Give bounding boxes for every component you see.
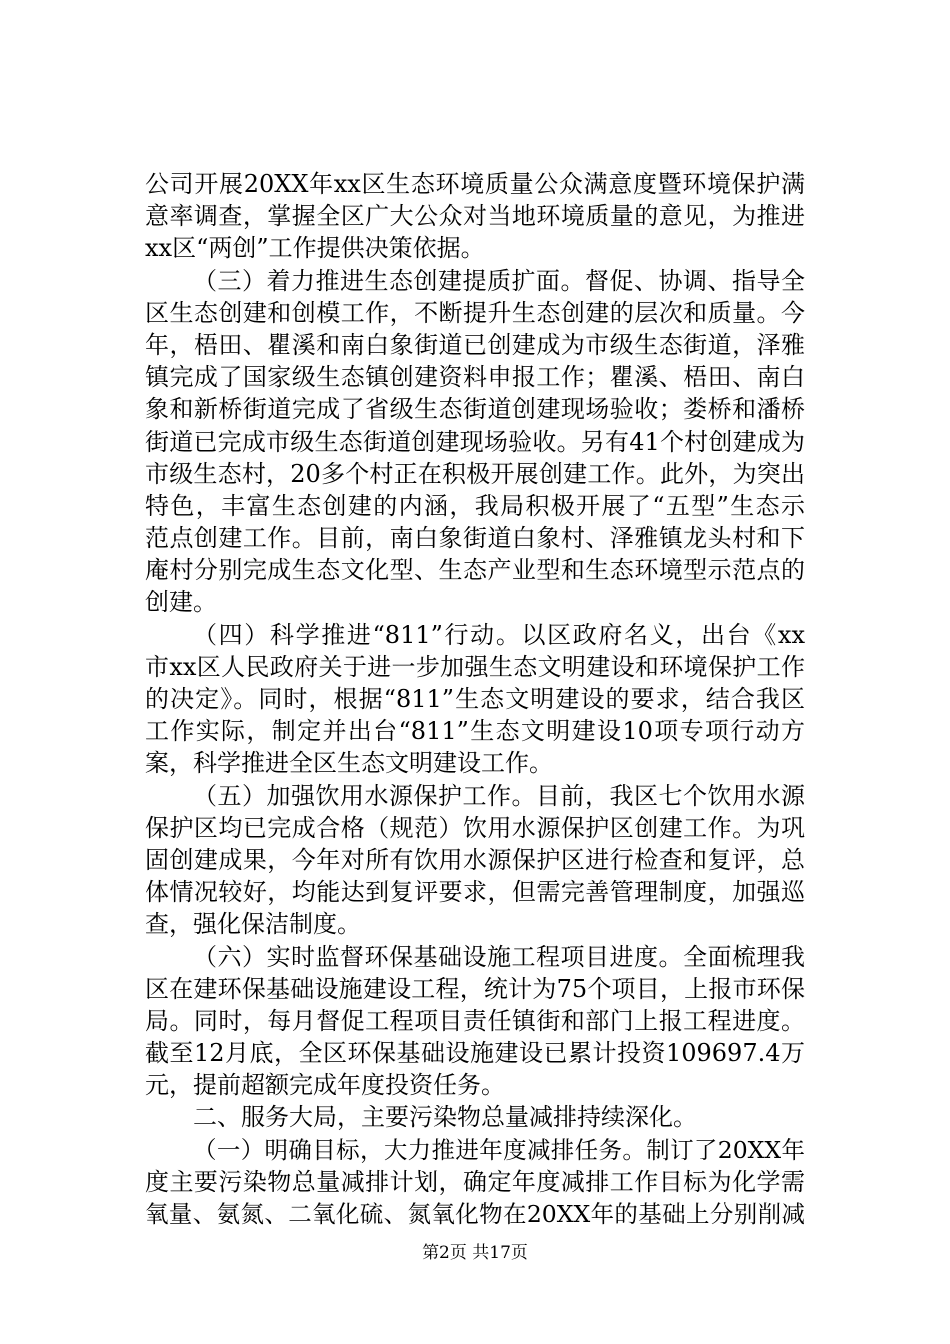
text-line: 公司开展20XX年xx区生态环境质量公众满意度暨环境保护满	[145, 170, 805, 198]
section-heading: 二、服务大局，主要污染物总量减排持续深化。	[193, 1103, 697, 1132]
text-line: 查，强化保洁制度。	[145, 910, 361, 939]
text-line: 保护区均已完成合格（规范）饮用水源保护区创建工作。为巩	[145, 813, 805, 842]
text-line: 范点创建工作。目前，南白象街道白象村、泽雅镇龙头村和下	[145, 524, 805, 553]
text-line: 特色，丰富生态创建的内涵，我局积极开展了“五型”生态示	[145, 491, 805, 520]
text-line: 镇完成了国家级生态镇创建资料申报工作；瞿溪、梧田、南白	[145, 363, 805, 392]
text-line: 象和新桥街道完成了省级生态街道创建现场验收；娄桥和潘桥	[145, 395, 805, 424]
text-line: 的决定》。同时，根据“811”生态文明建设的要求，结合我区	[145, 685, 805, 713]
body-text	[145, 168, 805, 1230]
text-line: 体情况较好，均能达到复评要求，但需完善管理制度，加强巡	[145, 878, 805, 907]
text-line: 街道已完成市级生态街道创建现场验收。另有41个村创建成为	[145, 427, 805, 456]
text-line: 元，提前超额完成年度投资任务。	[145, 1071, 505, 1100]
text-line: 工作实际，制定并出台“811”生态文明建设10项专项行动方	[145, 717, 805, 746]
text-line: 市级生态村，20多个村正在积极开展创建工作。此外，为突出	[145, 459, 805, 488]
text-line: 意率调查，掌握全区广大公众对当地环境质量的意见，为推进	[145, 202, 805, 231]
text-line: 截至12月底，全区环保基础设施建设已累计投资109697.4万	[145, 1039, 805, 1068]
text-line: 局。同时，每月督促工程项目责任镇街和部门上报工程进度。	[145, 1006, 805, 1035]
text-line: 案，科学推进全区生态文明建设工作。	[145, 749, 553, 778]
text-line: （三）着力推进生态创建提质扩面。督促、协调、指导全	[193, 266, 805, 295]
text-line: 市xx区人民政府关于进一步加强生态文明建设和环境保护工作	[145, 652, 805, 681]
text-line: 年，梧田、瞿溪和南白象街道已创建成为市级生态街道，泽雅	[145, 330, 805, 359]
text-line: （一）明确目标，大力推进年度减排任务。制订了20XX年	[193, 1135, 805, 1164]
text-line: 氧量、氨氮、二氧化硫、氮氧化物在20XX年的基础上分别削减	[145, 1200, 805, 1228]
text-line: 创建。	[145, 588, 217, 617]
page-number-footer: 第2页 共17页	[422, 1243, 528, 1263]
text-line: （四）科学推进“811”行动。以区政府名义，出台《xx	[193, 620, 805, 649]
text-line: （六）实时监督环保基础设施工程项目进度。全面梳理我	[193, 942, 805, 971]
text-line: （五）加强饮用水源保护工作。目前，我区七个饮用水源	[193, 781, 805, 810]
text-line: 区生态创建和创模工作，不断提升生态创建的层次和质量。今	[145, 298, 805, 327]
text-line: 区在建环保基础设施建设工程，统计为75个项目，上报市环保	[145, 974, 805, 1003]
text-line: xx区“两创”工作提供决策依据。	[145, 234, 485, 263]
text-line: 度主要污染物总量减排计划，确定年度减排工作目标为化学需	[145, 1167, 805, 1196]
text-line: 庵村分别完成生态文化型、生态产业型和生态环境型示范点的	[145, 556, 805, 585]
text-line: 固创建成果，今年对所有饮用水源保护区进行检查和复评，总	[145, 845, 805, 874]
